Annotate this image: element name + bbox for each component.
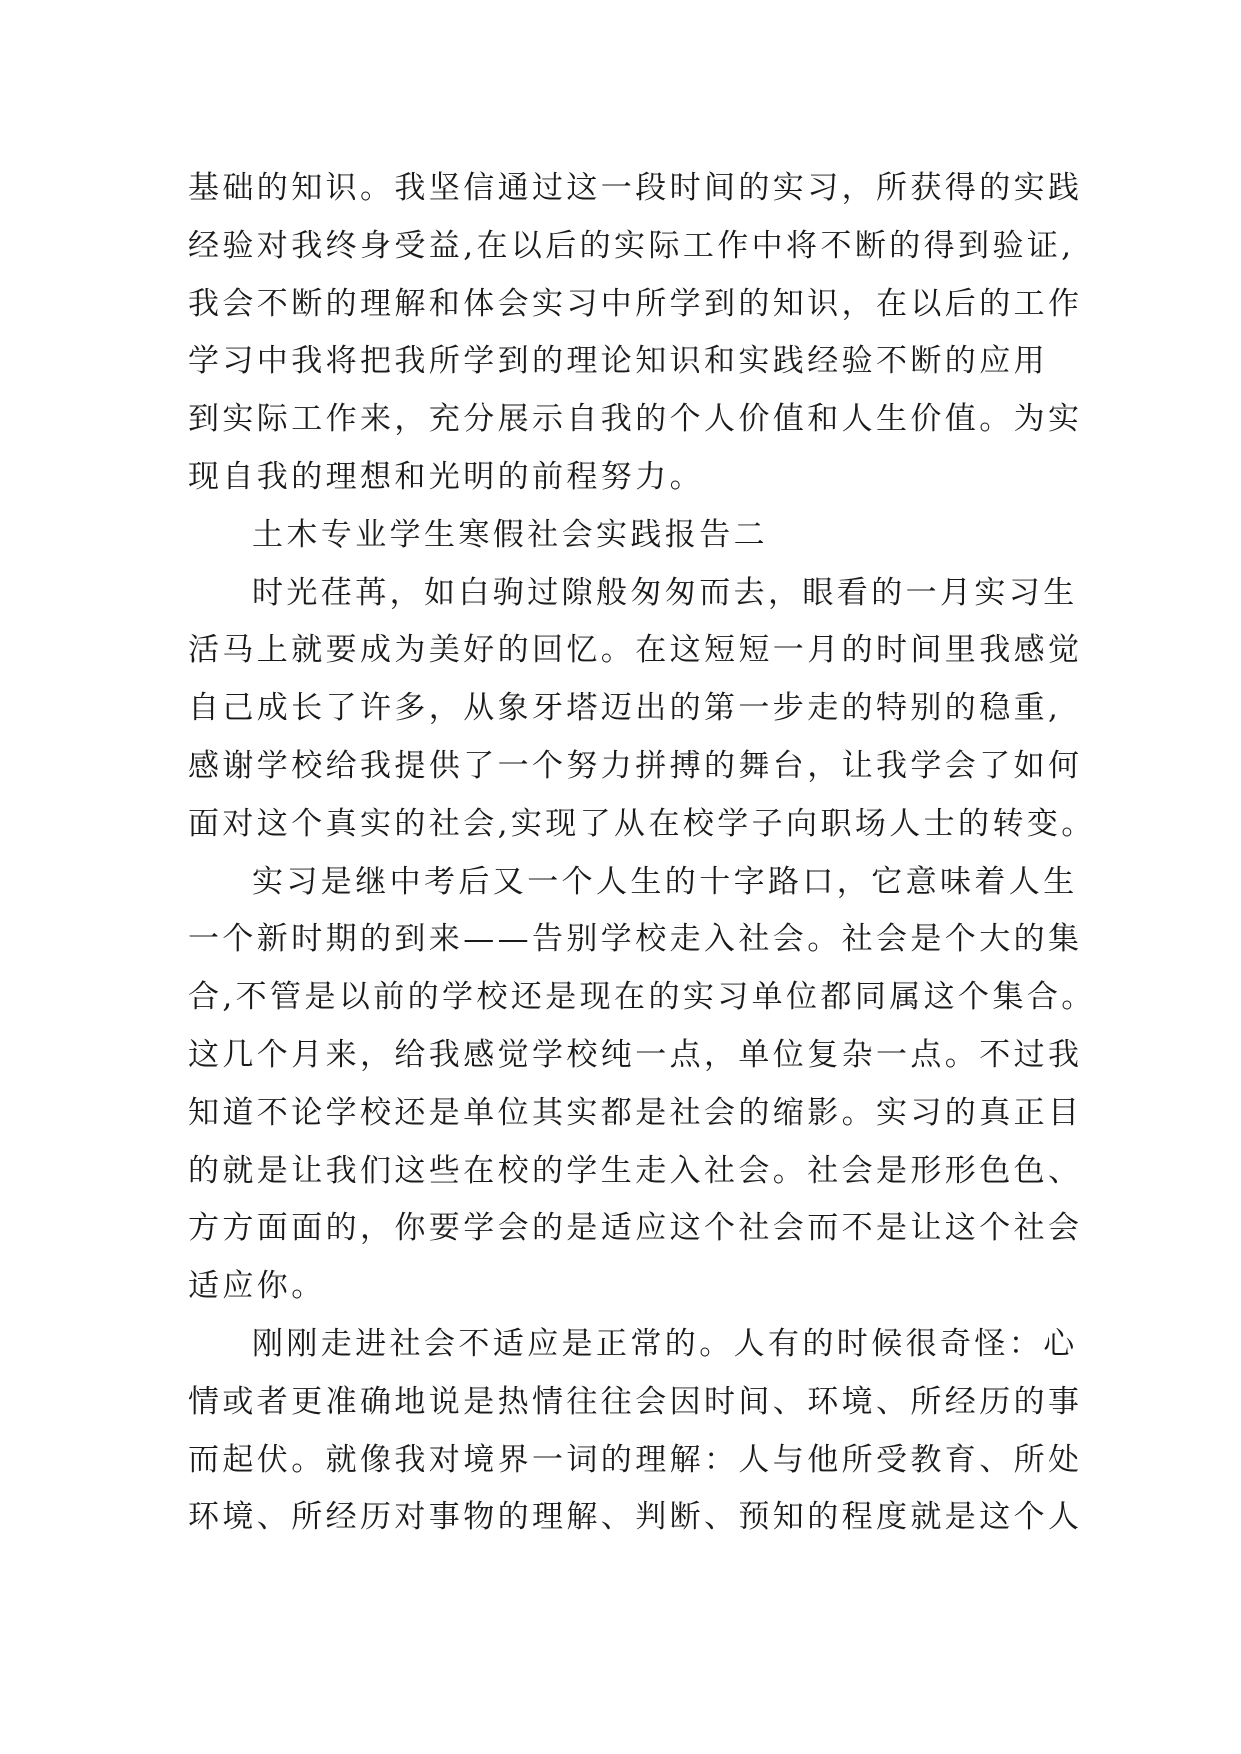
- text-line: 一个新时期的到来——告别学校走入社会。社会是个大的集: [188, 921, 1083, 958]
- text-line: 合,不管是以前的学校还是现在的实习单位都同属这个集合。: [188, 979, 1096, 1016]
- text-line: 适应你。: [188, 1268, 326, 1305]
- text-line: 活马上就要成为美好的回忆。在这短短一月的时间里我感觉: [188, 632, 1083, 669]
- text-line: 情或者更准确地说是热情往往会因时间、环境、所经历的事: [188, 1383, 1083, 1420]
- text-line: 面对这个真实的社会,实现了从在校学子向职场人士的转变。: [188, 805, 1096, 842]
- section-heading: 土木专业学生寒假社会实践报告二: [252, 516, 768, 553]
- text-line: 我会不断的理解和体会实习中所学到的知识，在以后的工作: [188, 285, 1083, 322]
- text-line: 经验对我终身受益,在以后的实际工作中将不断的得到验证,: [188, 227, 1075, 264]
- text-line: 方方面面的，你要学会的是适应这个社会而不是让这个社会: [188, 1210, 1083, 1247]
- text-line: 学习中我将把我所学到的理论知识和实践经验不断的应用: [188, 343, 1048, 380]
- text-line: 自己成长了许多，从象牙塔迈出的第一步走的特别的稳重,: [188, 690, 1062, 727]
- paragraph-start-line: 刚刚走进社会不适应是正常的。人有的时候很奇怪：心: [252, 1325, 1078, 1362]
- text-line: 的就是让我们这些在校的学生走入社会。社会是形形色色、: [188, 1152, 1083, 1189]
- text-line: 而起伏。就像我对境界一词的理解：人与他所受教育、所处: [188, 1441, 1083, 1478]
- text-line: 基础的知识。我坚信通过这一段时间的实习，所获得的实践: [188, 170, 1083, 206]
- text-line: 知道不论学校还是单位其实都是社会的缩影。实习的真正目: [188, 1094, 1083, 1131]
- text-line: 环境、所经历对事物的理解、判断、预知的程度就是这个人: [188, 1499, 1083, 1536]
- paragraph-start-line: 时光荏苒，如白驹过隙般匆匆而去，眼看的一月实习生: [252, 574, 1078, 611]
- document-body: [188, 160, 1096, 1547]
- text-line: 到实际工作来，充分展示自我的个人价值和人生价值。为实: [188, 401, 1083, 438]
- text-line: 这几个月来，给我感觉学校纯一点，单位复杂一点。不过我: [188, 1036, 1083, 1073]
- paragraph-start-line: 实习是继中考后又一个人生的十字路口，它意味着人生: [252, 863, 1078, 900]
- text-line: 感谢学校给我提供了一个努力拼搏的舞台，让我学会了如何: [188, 747, 1083, 784]
- text-line: 现自我的理想和光明的前程努力。: [188, 458, 704, 495]
